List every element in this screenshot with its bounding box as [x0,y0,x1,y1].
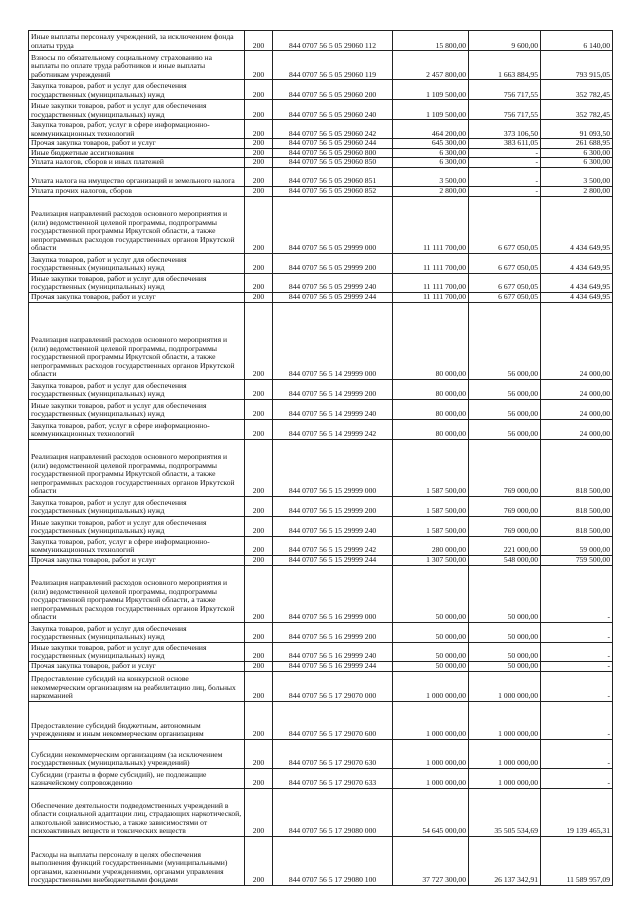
row-executed-amount: 383 611,05 [469,139,541,149]
row-remaining-amount: 352 782,45 [541,80,613,100]
row-name: Уплата налогов, сборов и иных платежей [29,158,245,168]
row-executed-amount: - [469,158,541,168]
row-code: 200 [245,253,273,273]
row-code: 200 [245,379,273,399]
row-kbk: 844 0707 56 5 17 29080 100 [273,836,393,885]
row-name: Иные закупки товаров, работ и услуг для обеспечения государственных (муниципальных) нужд [29,273,245,292]
row-approved-amount: 54 645 000,00 [393,788,469,836]
row-executed-amount: 50 000,00 [469,565,541,622]
row-code: 200 [245,661,273,671]
row-executed-amount: 50 000,00 [469,622,541,642]
table-row [29,399,613,419]
row-remaining-amount: 818 500,00 [541,496,613,516]
row-code: 200 [245,768,273,788]
row-remaining-amount: - [541,671,613,701]
row-approved-amount: 37 727 300,00 [393,836,469,885]
table-row [29,496,613,516]
row-remaining-amount: - [541,701,613,739]
row-executed-amount: 769 000,00 [469,516,541,536]
row-executed-amount: 769 000,00 [469,496,541,516]
row-remaining-amount: 759 500,00 [541,555,613,565]
row-kbk: 844 0707 56 5 05 29060 240 [273,100,393,120]
row-remaining-amount: - [541,739,613,768]
row-kbk: 844 0707 56 5 05 29060 800 [273,148,393,158]
table-row [29,100,613,120]
row-kbk: 844 0707 56 5 14 29999 200 [273,379,393,399]
row-code: 200 [245,701,273,739]
row-executed-amount: 6 677 050,05 [469,196,541,253]
row-approved-amount: 464 200,00 [393,120,469,139]
row-name: Реализация направлений расходов основного мероприятия и (или) ведомственной целевой программы, подпрограммы государственной программы Иркутской области, а также непрограммных расходов государственных органов Иркутской области [29,302,245,379]
row-approved-amount: 2 457 800,00 [393,51,469,80]
row-kbk: 844 0707 56 5 05 29060 200 [273,80,393,100]
row-name: Реализация направлений расходов основного мероприятия и (или) ведомственной целевой программы, подпрограммы государственной программы Иркутской области, а также непрограммных расходов государственных органов Иркутской области [29,565,245,622]
row-kbk: 844 0707 56 5 17 29070 000 [273,671,393,701]
row-name: Субсидии некоммерческим организациям (за исключением государственных (муниципальных) учреждений) [29,739,245,768]
row-name: Закупка товаров, работ, услуг в сфере информационно-коммуникационных технологий [29,419,245,439]
row-name: Реализация направлений расходов основного мероприятия и (или) ведомственной целевой программы, подпрограммы государственной программы Иркутской области, а также непрограммных расходов государственных органов Иркутской области [29,196,245,253]
table-row [29,80,613,100]
row-name: Взносы по обязательному социальному страхованию на выплаты по оплате труда работников и иные выплаты работникам учреждений [29,51,245,80]
row-remaining-amount: - [541,642,613,661]
row-executed-amount: 56 000,00 [469,379,541,399]
row-name: Иные закупки товаров, работ и услуг для обеспечения государственных (муниципальных) нужд [29,100,245,120]
row-code: 200 [245,186,273,196]
row-approved-amount: 1 307 500,00 [393,555,469,565]
row-executed-amount: 221 000,00 [469,536,541,555]
row-approved-amount: 50 000,00 [393,661,469,671]
row-name: Иные выплаты персоналу учреждений, за исключением фонда оплаты труда [29,31,245,51]
row-code: 200 [245,51,273,80]
row-kbk: 844 0707 56 5 16 29999 240 [273,642,393,661]
row-approved-amount: 11 111 700,00 [393,196,469,253]
row-kbk: 844 0707 56 5 16 29999 200 [273,622,393,642]
row-executed-amount: - [469,167,541,186]
row-kbk: 844 0707 56 5 05 29060 244 [273,139,393,149]
row-name: Прочая закупка товаров, работ и услуг [29,661,245,671]
table-row [29,167,613,186]
row-code: 200 [245,167,273,186]
row-executed-amount: 9 600,00 [469,31,541,51]
table-row [29,555,613,565]
row-kbk: 844 0707 56 5 15 29999 240 [273,516,393,536]
row-name: Уплата прочих налогов, сборов [29,186,245,196]
row-remaining-amount: 24 000,00 [541,419,613,439]
row-kbk: 844 0707 56 5 17 29070 600 [273,701,393,739]
row-kbk: 844 0707 56 5 15 29999 244 [273,555,393,565]
row-remaining-amount: 793 915,05 [541,51,613,80]
row-code: 200 [245,302,273,379]
table-row [29,120,613,139]
row-executed-amount: 26 137 342,91 [469,836,541,885]
row-approved-amount: 1 000 000,00 [393,768,469,788]
row-remaining-amount: 2 800,00 [541,186,613,196]
row-remaining-amount: - [541,661,613,671]
row-remaining-amount: 91 093,50 [541,120,613,139]
row-approved-amount: 1 000 000,00 [393,701,469,739]
table-row [29,419,613,439]
row-kbk: 844 0707 56 5 17 29070 633 [273,768,393,788]
row-code: 200 [245,642,273,661]
table-row [29,661,613,671]
row-code: 200 [245,836,273,885]
row-code: 200 [245,622,273,642]
row-remaining-amount: 6 140,00 [541,31,613,51]
row-code: 200 [245,120,273,139]
row-kbk: 844 0707 56 5 14 29999 240 [273,399,393,419]
row-executed-amount: 373 106,50 [469,120,541,139]
row-name: Иные закупки товаров, работ и услуг для обеспечения государственных (муниципальных) нужд [29,642,245,661]
row-executed-amount: 56 000,00 [469,399,541,419]
table-row [29,701,613,739]
row-executed-amount: 1 000 000,00 [469,739,541,768]
row-kbk: 844 0707 56 5 05 29999 000 [273,196,393,253]
row-name: Закупка товаров, работ и услуг для обеспечения государственных (муниципальных) нужд [29,379,245,399]
row-kbk: 844 0707 56 5 14 29999 000 [273,302,393,379]
row-name: Закупка товаров, работ, услуг в сфере информационно-коммуникационных технологий [29,536,245,555]
row-name: Закупка товаров, работ, услуг в сфере информационно-коммуникационных технологий [29,120,245,139]
row-approved-amount: 80 000,00 [393,379,469,399]
table-row [29,273,613,292]
row-approved-amount: 2 800,00 [393,186,469,196]
row-executed-amount: 548 000,00 [469,555,541,565]
table-row [29,671,613,701]
table-row [29,51,613,80]
row-kbk: 844 0707 56 5 05 29060 119 [273,51,393,80]
row-kbk: 844 0707 56 5 05 29060 850 [273,158,393,168]
row-kbk: 844 0707 56 5 05 29999 244 [273,292,393,302]
row-kbk: 844 0707 56 5 05 29999 200 [273,253,393,273]
row-remaining-amount: 818 500,00 [541,516,613,536]
row-approved-amount: 50 000,00 [393,622,469,642]
row-executed-amount: 756 717,55 [469,80,541,100]
row-approved-amount: 1 109 500,00 [393,80,469,100]
table-row [29,196,613,253]
row-kbk: 844 0707 56 5 17 29070 630 [273,739,393,768]
row-remaining-amount: 6 300,00 [541,158,613,168]
row-name: Закупка товаров, работ и услуг для обеспечения государственных (муниципальных) нужд [29,253,245,273]
row-executed-amount: 50 000,00 [469,642,541,661]
row-executed-amount: 1 000 000,00 [469,701,541,739]
row-name: Расходы на выплаты персоналу в целях обеспечения выполнения функций государственными (муниципальными) органами, казенными учреждениями, органами управления государственными внебюджетными фондами [29,836,245,885]
row-approved-amount: 6 300,00 [393,158,469,168]
row-kbk: 844 0707 56 5 16 29999 000 [273,565,393,622]
row-code: 200 [245,419,273,439]
row-executed-amount: 756 717,55 [469,100,541,120]
row-remaining-amount: - [541,565,613,622]
row-code: 200 [245,516,273,536]
row-approved-amount: 11 111 700,00 [393,273,469,292]
row-name: Закупка товаров, работ и услуг для обеспечения государственных (муниципальных) нужд [29,622,245,642]
table-row [29,642,613,661]
row-approved-amount: 1 587 500,00 [393,439,469,496]
row-approved-amount: 1 587 500,00 [393,496,469,516]
row-executed-amount: 35 505 534,69 [469,788,541,836]
row-name: Закупка товаров, работ и услуг для обеспечения государственных (муниципальных) нужд [29,496,245,516]
row-approved-amount: 80 000,00 [393,302,469,379]
table-row [29,253,613,273]
row-kbk: 844 0707 56 5 05 29060 851 [273,167,393,186]
table-row [29,292,613,302]
table-row [29,788,613,836]
row-executed-amount: 56 000,00 [469,419,541,439]
table-row [29,536,613,555]
row-executed-amount: 6 677 050,05 [469,253,541,273]
row-code: 200 [245,80,273,100]
row-name: Реализация направлений расходов основного мероприятия и (или) ведомственной целевой программы, подпрограммы государственной программы Иркутской области, а также непрограммных расходов государственных органов Иркутской области [29,439,245,496]
row-approved-amount: 11 111 700,00 [393,253,469,273]
row-remaining-amount: 24 000,00 [541,379,613,399]
row-kbk: 844 0707 56 5 14 29999 242 [273,419,393,439]
table-row [29,379,613,399]
row-approved-amount: 15 800,00 [393,31,469,51]
row-code: 200 [245,148,273,158]
budget-table-body [29,31,613,886]
row-remaining-amount: 4 434 649,95 [541,196,613,253]
row-kbk: 844 0707 56 5 05 29060 242 [273,120,393,139]
table-row [29,739,613,768]
row-remaining-amount: 24 000,00 [541,399,613,419]
row-approved-amount: 645 300,00 [393,139,469,149]
row-executed-amount: 50 000,00 [469,661,541,671]
row-name: Иные закупки товаров, работ и услуг для обеспечения государственных (муниципальных) нужд [29,516,245,536]
table-row [29,622,613,642]
row-remaining-amount: 11 589 957,09 [541,836,613,885]
row-approved-amount: 50 000,00 [393,642,469,661]
table-row [29,836,613,885]
row-approved-amount: 11 111 700,00 [393,292,469,302]
budget-execution-sheet [28,30,612,886]
budget-table [28,30,613,886]
row-code: 200 [245,788,273,836]
row-executed-amount: 56 000,00 [469,302,541,379]
row-code: 200 [245,31,273,51]
table-row [29,516,613,536]
row-approved-amount: 1 000 000,00 [393,671,469,701]
table-row [29,31,613,51]
row-remaining-amount: 261 688,95 [541,139,613,149]
row-approved-amount: 80 000,00 [393,419,469,439]
table-row [29,148,613,158]
row-remaining-amount: 4 434 649,95 [541,292,613,302]
row-code: 200 [245,439,273,496]
row-kbk: 844 0707 56 5 05 29060 852 [273,186,393,196]
row-remaining-amount: 19 139 465,31 [541,788,613,836]
row-remaining-amount: 818 500,00 [541,439,613,496]
table-row [29,158,613,168]
row-remaining-amount: 24 000,00 [541,302,613,379]
row-code: 200 [245,565,273,622]
row-code: 200 [245,196,273,253]
row-name: Предоставление субсидий бюджетным, автономным учреждениям и иным некоммерческим организациям [29,701,245,739]
row-remaining-amount: 352 782,45 [541,100,613,120]
row-executed-amount: 6 677 050,05 [469,273,541,292]
row-approved-amount: 280 000,00 [393,536,469,555]
row-code: 200 [245,555,273,565]
table-row [29,139,613,149]
row-code: 200 [245,139,273,149]
row-approved-amount: 6 300,00 [393,148,469,158]
table-row [29,302,613,379]
row-remaining-amount: - [541,768,613,788]
row-code: 200 [245,292,273,302]
row-approved-amount: 3 500,00 [393,167,469,186]
row-name: Прочая закупка товаров, работ и услуг [29,292,245,302]
row-name: Уплата налога на имущество организаций и земельного налога [29,167,245,186]
row-kbk: 844 0707 56 5 05 29060 112 [273,31,393,51]
row-approved-amount: 1 587 500,00 [393,516,469,536]
table-row [29,186,613,196]
row-executed-amount: 1 000 000,00 [469,768,541,788]
row-name: Обеспечение деятельности подведомственных учреждений в области социальной адаптации лиц, страдающих наркотической, алкогольной зависимостью, а также зависимостями от психоактивных веществ и токсических веществ [29,788,245,836]
row-remaining-amount: 4 434 649,95 [541,273,613,292]
row-name: Прочая закупка товаров, работ и услуг [29,139,245,149]
row-kbk: 844 0707 56 5 16 29999 244 [273,661,393,671]
row-executed-amount: 6 677 050,05 [469,292,541,302]
row-kbk: 844 0707 56 5 15 29999 200 [273,496,393,516]
row-remaining-amount: 4 434 649,95 [541,253,613,273]
row-code: 200 [245,100,273,120]
row-remaining-amount: 3 500,00 [541,167,613,186]
row-code: 200 [245,671,273,701]
row-approved-amount: 1 109 500,00 [393,100,469,120]
row-name: Иные закупки товаров, работ и услуг для обеспечения государственных (муниципальных) нужд [29,399,245,419]
row-approved-amount: 80 000,00 [393,399,469,419]
row-executed-amount: - [469,186,541,196]
table-row [29,565,613,622]
row-code: 200 [245,273,273,292]
row-approved-amount: 1 000 000,00 [393,739,469,768]
row-name: Субсидии (гранты в форме субсидий), не подлежащие казначейскому сопровождению [29,768,245,788]
row-kbk: 844 0707 56 5 15 29999 242 [273,536,393,555]
row-remaining-amount: 6 300,00 [541,148,613,158]
row-kbk: 844 0707 56 5 15 29999 000 [273,439,393,496]
table-row [29,768,613,788]
row-name: Иные бюджетные ассигнования [29,148,245,158]
row-executed-amount: 1 000 000,00 [469,671,541,701]
row-executed-amount: - [469,148,541,158]
row-name: Прочая закупка товаров, работ и услуг [29,555,245,565]
row-kbk: 844 0707 56 5 05 29999 240 [273,273,393,292]
row-remaining-amount: - [541,622,613,642]
row-name: Предоставление субсидий на конкурсной основе некоммерческим организациям на реабилитацию лиц, больных наркоманией [29,671,245,701]
row-code: 200 [245,496,273,516]
row-code: 200 [245,739,273,768]
table-row [29,439,613,496]
row-kbk: 844 0707 56 5 17 29080 000 [273,788,393,836]
row-code: 200 [245,536,273,555]
row-executed-amount: 769 000,00 [469,439,541,496]
row-code: 200 [245,399,273,419]
row-code: 200 [245,158,273,168]
row-approved-amount: 50 000,00 [393,565,469,622]
row-name: Закупка товаров, работ и услуг для обеспечения государственных (муниципальных) нужд [29,80,245,100]
row-remaining-amount: 59 000,00 [541,536,613,555]
row-executed-amount: 1 663 884,95 [469,51,541,80]
